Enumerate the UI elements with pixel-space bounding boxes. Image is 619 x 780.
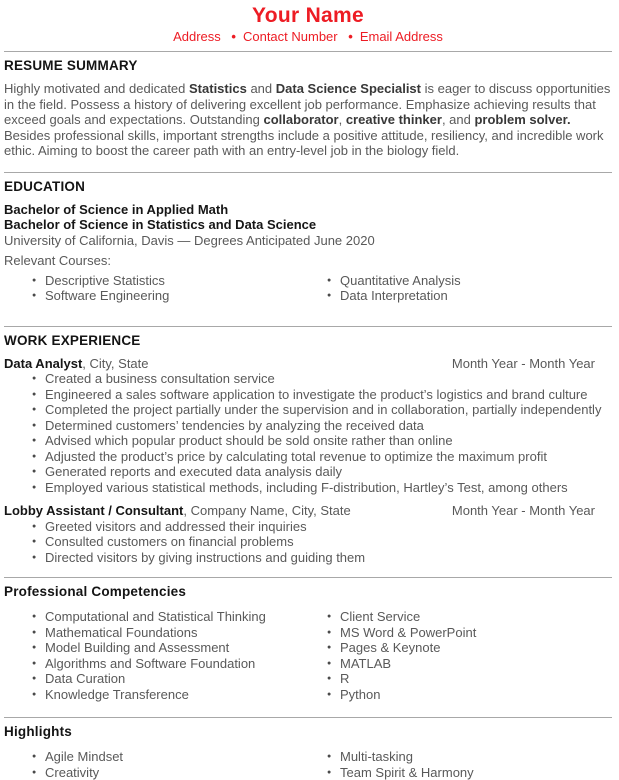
highlight-item: ● Agile Mindset [45, 749, 310, 765]
contact-part: • Contact Number [224, 29, 337, 44]
bullet-item: ● Consulted customers on financial problems [45, 534, 612, 550]
degree-list [4, 202, 612, 233]
resume-header [4, 3, 612, 45]
highlight-item: ● Team Spirit & Harmony [340, 765, 612, 780]
work-heading: WORK EXPERIENCE [4, 333, 612, 349]
bullet-item: ● Adjusted the product’s price by calculating total revenue to optimize the maximum profit [45, 449, 612, 465]
job-bullets [4, 519, 612, 566]
skill-item: ● MATLAB [340, 656, 612, 672]
section-competencies [4, 584, 612, 702]
courses-list-left [4, 273, 310, 304]
job-header [4, 503, 612, 519]
skill-item: ● Data Curation [45, 671, 310, 687]
section-highlights [4, 724, 612, 780]
education-heading: EDUCATION [4, 179, 612, 195]
degree-line: Bachelor of Science in Applied Math [4, 202, 612, 218]
job-header [4, 356, 612, 372]
skill-item: ● Algorithms and Software Foundation [45, 656, 310, 672]
job-location: , City, State [82, 356, 148, 371]
bullet-item: ● Advised which popular product should be sold onsite rather than online [45, 433, 612, 449]
competencies-list-left [4, 609, 310, 702]
courses-label: Relevant Courses: [4, 253, 612, 269]
contact-part: Address [173, 29, 221, 44]
highlights-columns [4, 749, 612, 780]
job-block [4, 356, 612, 496]
contact-line [4, 29, 612, 45]
courses-list-right [310, 273, 612, 304]
bullet-item: ● Completed the project partially under the supervision and in collaboration, partially independently [45, 402, 612, 418]
highlights-list-left [4, 749, 310, 780]
highlights-list-right [310, 749, 612, 780]
courses-columns [4, 273, 612, 304]
bullet-item: ● Directed visitors by giving instructions and guiding them [45, 550, 612, 566]
competencies-list-right [310, 609, 612, 702]
section-resume-summary [4, 58, 612, 159]
section-work-experience [4, 333, 612, 566]
course-item: ● Software Engineering [45, 288, 310, 304]
section-divider [4, 577, 612, 578]
skill-item: ● Knowledge Transference [45, 687, 310, 703]
skill-item: ● MS Word & PowerPoint [340, 625, 612, 641]
section-divider [4, 172, 612, 173]
skill-item: ● Python [340, 687, 612, 703]
bullet-item: ● Determined customers’ tendencies by analyzing the received data [45, 418, 612, 434]
job-dates: Month Year - Month Year [452, 503, 612, 519]
contact-part: • Email Address [341, 29, 443, 44]
job-dates: Month Year - Month Year [452, 356, 612, 372]
name-title: Your Name [4, 3, 612, 28]
course-item: ● Data Interpretation [340, 288, 612, 304]
summary-heading: RESUME SUMMARY [4, 58, 612, 74]
competencies-heading: Professional Competencies [4, 584, 612, 600]
job-block [4, 503, 612, 565]
section-divider [4, 51, 612, 52]
skill-item: ● Model Building and Assessment [45, 640, 310, 656]
job-bullets [4, 371, 612, 495]
bullet-item: ● Generated reports and executed data analysis daily [45, 464, 612, 480]
section-divider [4, 326, 612, 327]
degree-line: Bachelor of Science in Statistics and Data Science [4, 217, 612, 233]
bullet-item: ● Engineered a sales software application to investigate the product’s logistics and brand culture [45, 387, 612, 403]
job-location: , Company Name, City, State [183, 503, 350, 518]
highlights-heading: Highlights [4, 724, 612, 740]
bullet-item: ● Employed various statistical methods, including F-distribution, Hartley’s Test, among others [45, 480, 612, 496]
skill-item: ● Computational and Statistical Thinking [45, 609, 310, 625]
school-line: University of California, Davis — Degrees Anticipated June 2020 [4, 233, 612, 249]
job-title-line [4, 356, 149, 372]
job-title: Data Analyst [4, 356, 82, 371]
skill-item: ● Pages & Keynote [340, 640, 612, 656]
highlight-item: ● Creativity [45, 765, 310, 780]
job-title-line [4, 503, 351, 519]
skill-item: ● R [340, 671, 612, 687]
skill-item: ● Mathematical Foundations [45, 625, 310, 641]
skill-item: ● Client Service [340, 609, 612, 625]
course-item: ● Quantitative Analysis [340, 273, 612, 289]
section-education [4, 179, 612, 304]
job-title: Lobby Assistant / Consultant [4, 503, 183, 518]
bullet-item: ● Greeted visitors and addressed their inquiries [45, 519, 612, 535]
highlight-item: ● Multi-tasking [340, 749, 612, 765]
course-item: ● Descriptive Statistics [45, 273, 310, 289]
section-divider [4, 717, 612, 718]
bullet-item: ● Created a business consultation service [45, 371, 612, 387]
summary-paragraph: Highly motivated and dedicated Statistics and Data Science Specialist is eager to discuss opportunities in the field. Possess a history of delivering excellent job performance. Emphasize achieving results that exceed goals and expectations. Outstanding collaborator, creative thinker, and problem solver. Besides professional skills, important strengths include a positive attitude, resiliency, and incredible work ethic. Aiming to boost the career path with an entry-level job in the biology field. [4, 81, 612, 159]
competencies-columns [4, 609, 612, 702]
